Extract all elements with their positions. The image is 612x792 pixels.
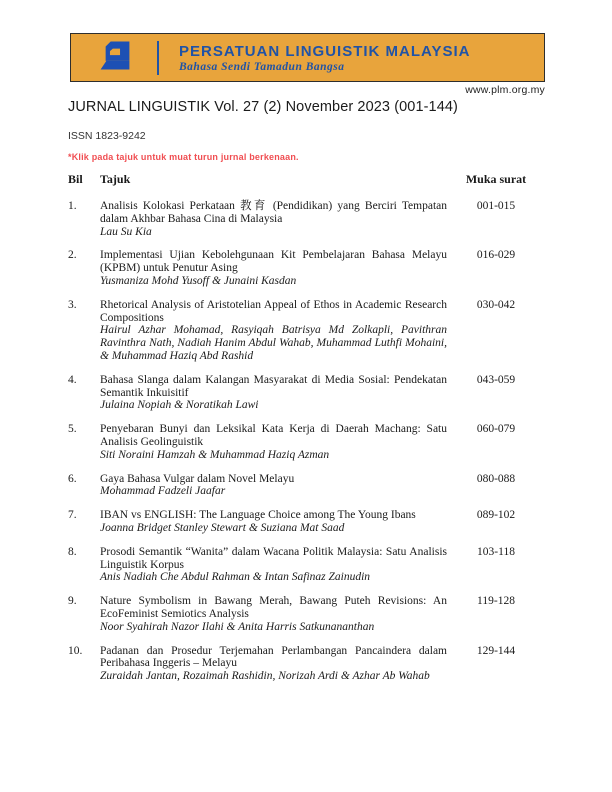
table-row bbox=[68, 509, 545, 535]
page-range: 001-015 bbox=[476, 200, 516, 212]
table-row bbox=[68, 249, 545, 287]
article-title-link[interactable]: Rhetorical Analysis of Aristotelian Appeal of Ethos in Academic Research Compositions bbox=[100, 298, 447, 324]
issn-number: ISSN 1823-9242 bbox=[68, 130, 146, 142]
row-number: 3. bbox=[68, 298, 77, 311]
page-range: 030-042 bbox=[476, 298, 516, 311]
website-link[interactable]: www.plm.org.my bbox=[465, 84, 545, 96]
row-number: 8. bbox=[68, 545, 77, 558]
row-title-cell bbox=[100, 546, 447, 584]
header-bil: Bil bbox=[68, 172, 83, 186]
header-tajuk: Tajuk bbox=[100, 172, 131, 186]
article-authors: Hairul Azhar Mohamad, Rasyiqah Batrisya Md Zolkapli, Pavithran Ravinthra Nath, Nadiah Hanim Abdul Wahab, Muhammad Luthfi Mohaini, & Muhammad Haziq Abd Rashid bbox=[100, 324, 447, 362]
row-number: 5. bbox=[68, 423, 77, 436]
header-muka-surat: Muka surat bbox=[465, 172, 527, 186]
row-number: 4. bbox=[68, 373, 77, 386]
toc-header-row bbox=[68, 172, 545, 187]
row-title-cell bbox=[100, 299, 447, 363]
article-title-link[interactable]: Gaya Bahasa Vulgar dalam Novel Melayu bbox=[100, 472, 295, 485]
article-title-link[interactable]: IBAN vs ENGLISH: The Language Choice among The Young Ibans bbox=[100, 509, 416, 522]
article-title-link[interactable]: Nature Symbolism in Bawang Merah, Bawang Puteh Revisions: An EcoFeminist Semiotics Analysis bbox=[100, 595, 447, 620]
article-authors: Julaina Nopiah & Noratikah Lawi bbox=[100, 399, 259, 412]
article-authors: Yusmaniza Mohd Yusoff & Junaini Kasdan bbox=[100, 274, 297, 287]
page-range: 080-088 bbox=[476, 472, 516, 485]
table-row bbox=[68, 595, 545, 633]
page-range: 016-029 bbox=[476, 249, 516, 262]
row-number: 10. bbox=[68, 644, 83, 657]
page-range: 129-144 bbox=[476, 644, 516, 657]
table-row bbox=[68, 374, 545, 412]
article-authors: Anis Nadiah Che Abdul Rahman & Intan Safinaz Zainudin bbox=[100, 571, 371, 584]
download-note: *Klik pada tajuk untuk muat turun jurnal berkenaan. bbox=[68, 152, 299, 162]
row-title-cell bbox=[100, 423, 447, 461]
org-name: PERSATUAN LINGUISTIK MALAYSIA bbox=[179, 42, 471, 60]
row-title-cell bbox=[100, 509, 447, 535]
article-authors: Lau Su Kia bbox=[100, 225, 152, 238]
article-title-link[interactable]: Penyebaran Bunyi dan Leksikal Kata Kerja di Daerah Machang: Satu Analisis Geolinguistik bbox=[100, 423, 447, 448]
org-banner bbox=[70, 33, 545, 82]
row-number: 6. bbox=[68, 472, 77, 485]
article-authors: Mohammad Fadzeli Jaafar bbox=[100, 485, 226, 498]
table-row bbox=[68, 546, 545, 584]
table-row bbox=[68, 645, 545, 683]
row-title-cell bbox=[100, 374, 447, 412]
row-title-cell bbox=[100, 249, 447, 287]
row-title-cell bbox=[100, 473, 447, 499]
article-title-link[interactable]: Padanan dan Prosedur Terjemahan Perlambangan Pancaindera dalam Peribahasa Inggeris – Melayu bbox=[100, 644, 447, 670]
article-title-link[interactable]: Analisis Kolokasi Perkataan 教育 (Pendidikan) yang Berciri Tempatan dalam Akhbar Bahasa Cina di Malaysia bbox=[100, 200, 447, 225]
toc-rows-container bbox=[68, 200, 545, 683]
table-row bbox=[68, 423, 545, 461]
article-authors: Noor Syahirah Nazor Ilahi & Anita Harris Satkunananthan bbox=[100, 620, 375, 633]
article-title-link[interactable]: Implementasi Ujian Kebolehgunaan Kit Pembelajaran Bahasa Melayu (KPBM) untuk Penutur Asing bbox=[100, 249, 447, 275]
toc-table bbox=[68, 172, 545, 694]
row-title-cell bbox=[100, 200, 447, 238]
table-row bbox=[68, 200, 545, 238]
banner-text-block bbox=[179, 43, 471, 73]
page-range: 060-079 bbox=[476, 423, 516, 436]
page-range: 119-128 bbox=[477, 595, 515, 608]
page-range: 089-102 bbox=[476, 509, 516, 522]
page-title: JURNAL LINGUISTIK Vol. 27 (2) November 2023 (001-144) bbox=[68, 99, 458, 115]
article-authors: Joanna Bridget Stanley Stewart & Suziana Mat Saad bbox=[100, 521, 345, 534]
article-title-link[interactable]: Bahasa Slanga dalam Kalangan Masyarakat di Media Sosial: Pendekatan Semantik Inkuisitif bbox=[100, 373, 447, 399]
row-number: 9. bbox=[68, 595, 77, 608]
page-range: 103-118 bbox=[477, 545, 515, 558]
table-row bbox=[68, 299, 545, 363]
article-authors: Zuraidah Jantan, Rozaimah Rashidin, Norizah Ardi & Azhar Ab Wahab bbox=[100, 670, 430, 683]
plm-letter-p-logo-icon bbox=[97, 39, 133, 77]
row-number: 2. bbox=[68, 249, 77, 262]
table-row bbox=[68, 473, 545, 499]
row-number: 1. bbox=[68, 200, 77, 212]
banner-divider bbox=[157, 41, 159, 75]
page-range: 043-059 bbox=[476, 373, 516, 386]
row-title-cell bbox=[100, 595, 447, 633]
row-title-cell bbox=[100, 645, 447, 683]
article-authors: Siti Noraini Hamzah & Muhammad Haziq Azman bbox=[100, 448, 330, 461]
row-number: 7. bbox=[68, 509, 77, 522]
article-title-link[interactable]: Prosodi Semantik “Wanita” dalam Wacana Politik Malaysia: Satu Analisis Linguistik Korpus bbox=[100, 545, 447, 571]
org-tagline: Bahasa Sendi Tamadun Bangsa bbox=[179, 60, 345, 73]
